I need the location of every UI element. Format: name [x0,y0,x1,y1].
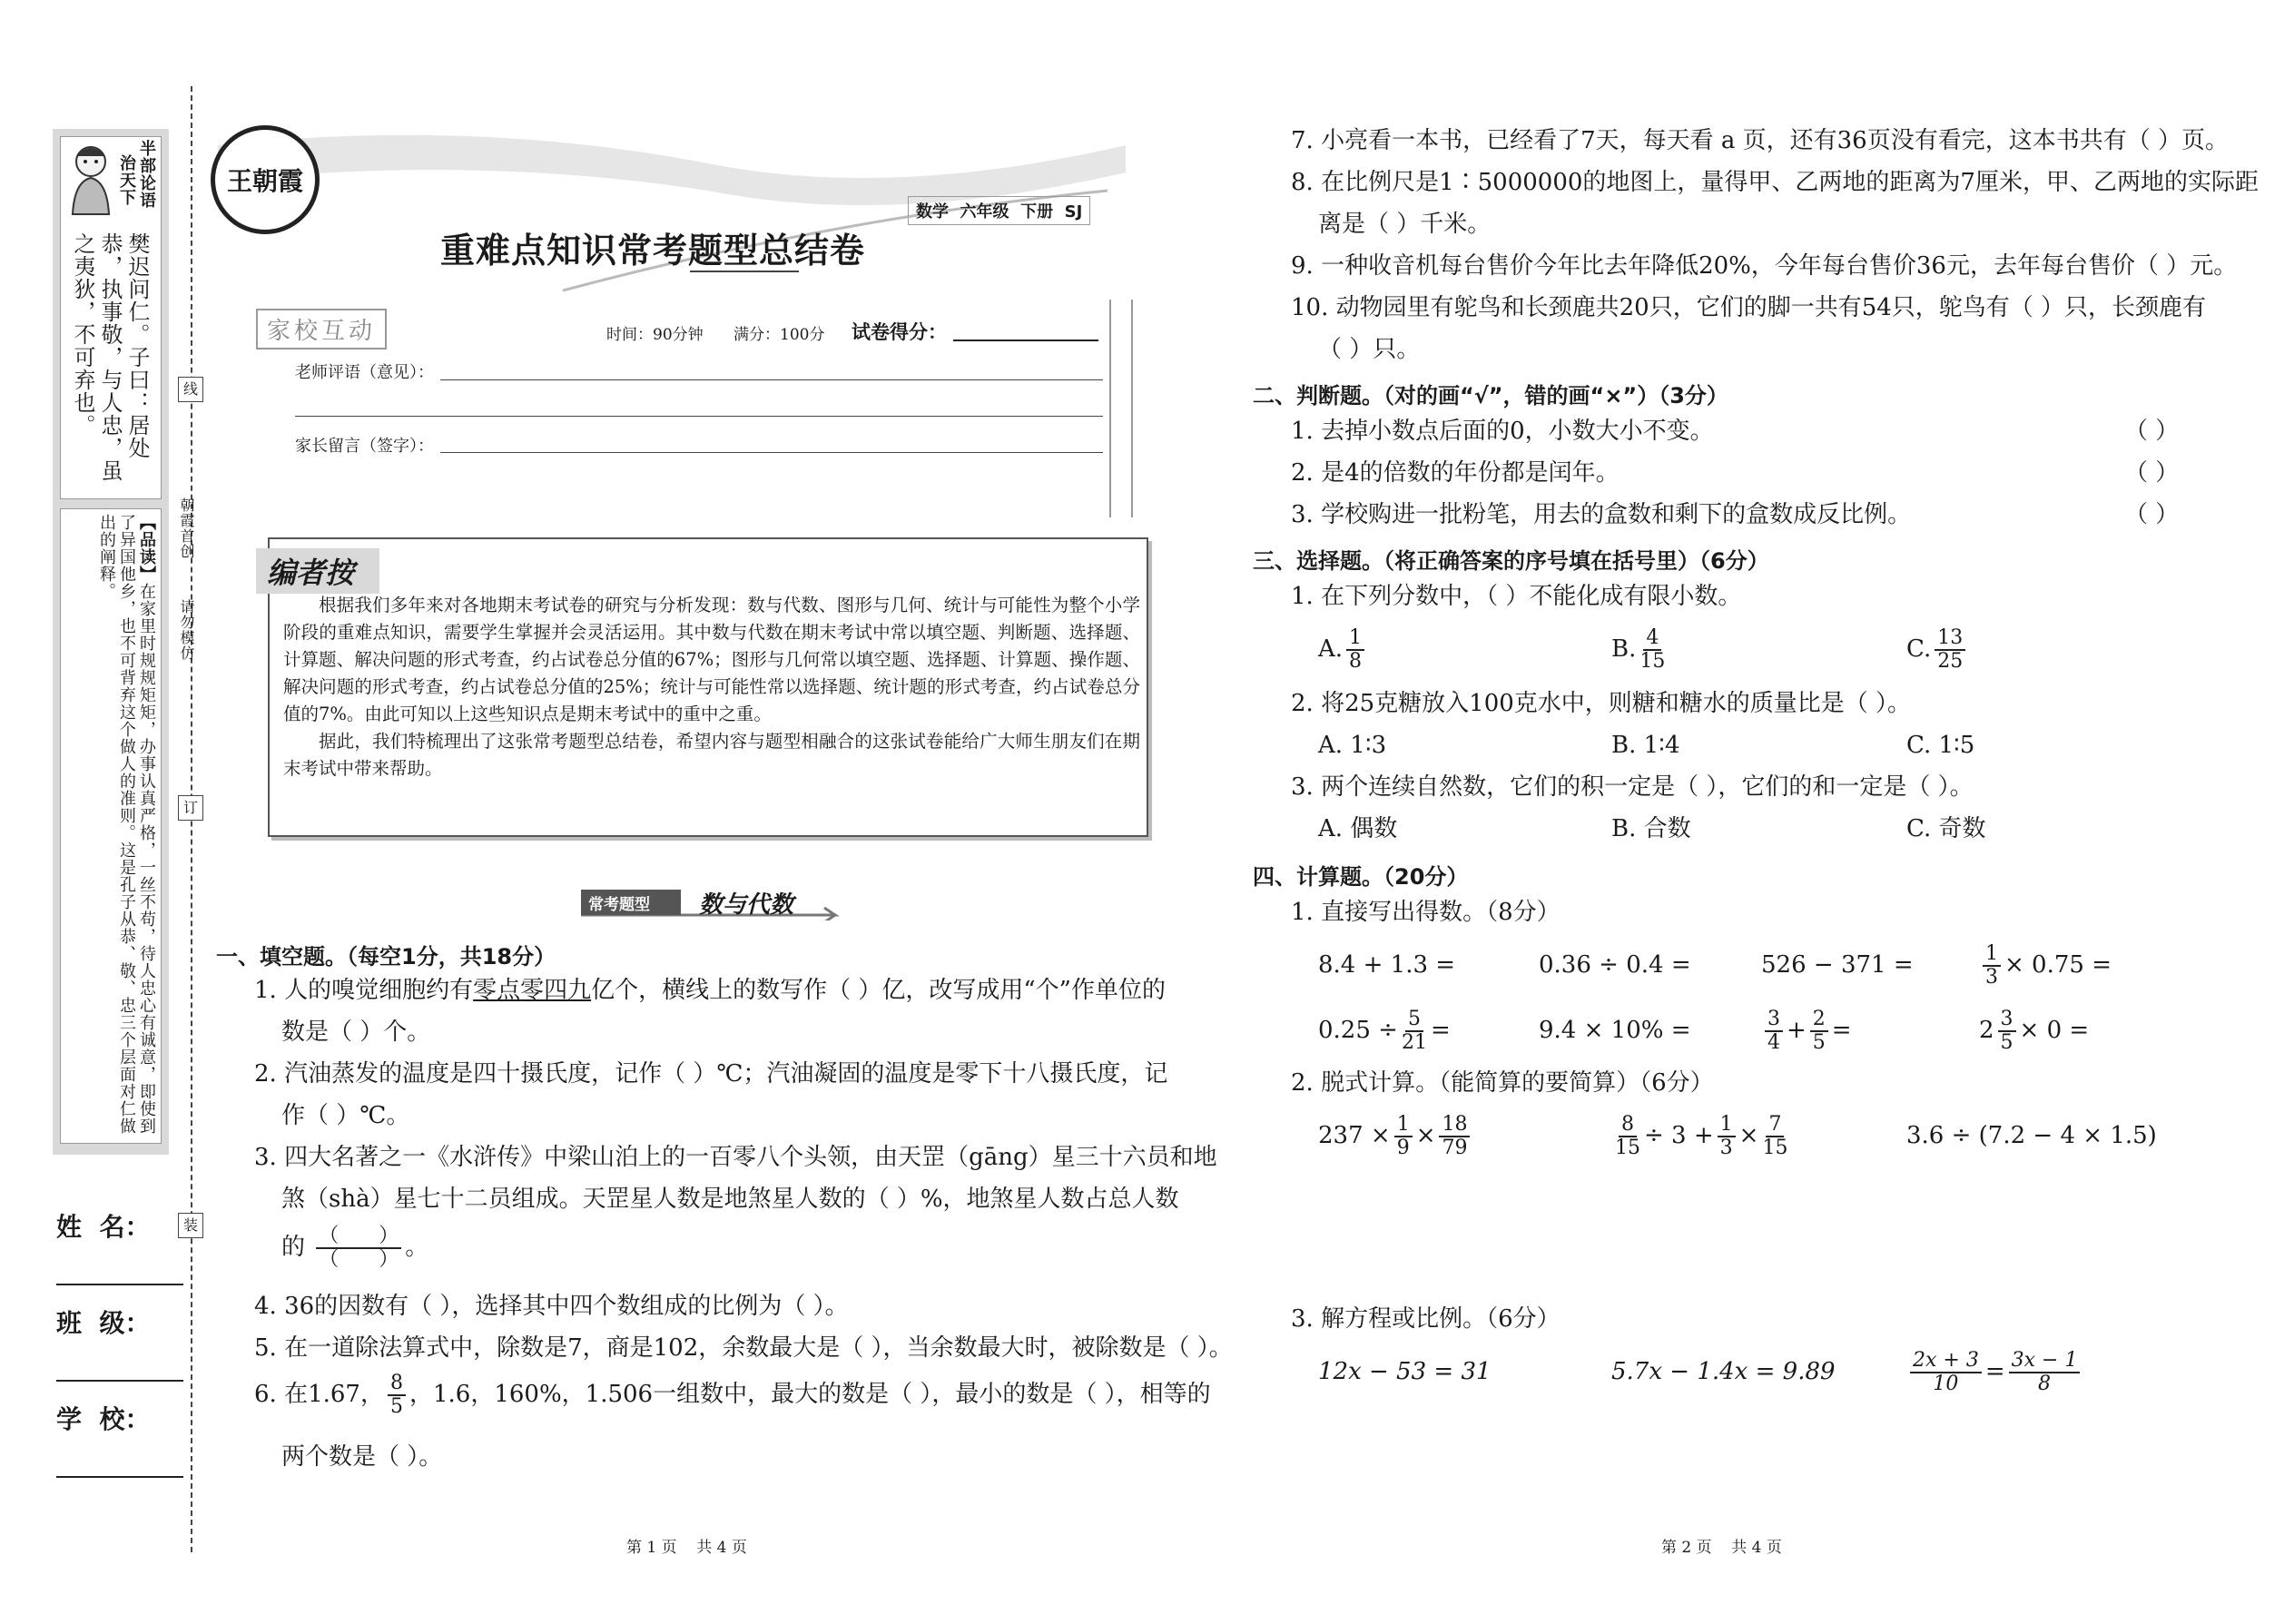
section-1-heading: 一、填空题。（每空1分，共18分） [216,944,556,969]
calc-r2-a [1318,1006,1451,1055]
calc-r2-a-tail: = [1430,1017,1451,1044]
calc-r2-a-den: 21 [1401,1031,1427,1054]
calc-part-1: 1. 直接写出得数。（8分） [1291,899,1561,926]
time-label: 时间：90分钟 [606,326,704,344]
calc-r2-a-head: 0.25 ÷ [1318,1017,1398,1044]
calc-e1: 12x − 53 = 31 [1318,1358,1492,1385]
fill-q3-line1: 3. 四大名著之一《水浒传》中梁山泊上的一百零八个头领，由天罡（gāng）星三十六员和地 [254,1144,1217,1171]
fill-q7: 7. 小亮看一本书，已经看了7天，每天看 a 页，还有36页没有看完，这本书共有（ ）页。 [1291,127,2229,154]
parent-comment-field[interactable] [440,452,1103,453]
score-field[interactable] [953,340,1098,341]
calc-t3: 3.6 ÷ (7.2 − 4 × 1.5) [1906,1122,2157,1149]
parent-label: 家长留言（签字）： [295,437,434,456]
section-4-heading: 四、计算题。（20分） [1253,864,1469,890]
option-a-num: 1 [1346,627,1364,651]
calc-t2-num3: 7 [1766,1114,1784,1137]
judge-answer-1[interactable]: （ ） [2124,418,2180,445]
school-label: 学 校： [56,1404,151,1434]
calc-r2-d [1979,1006,2089,1055]
fill-q6-line1 [254,1373,1211,1418]
calc-t2-den3: 15 [1762,1137,1788,1159]
calc-part-2: 2. 脱式计算。（能简算的要简算）（6分） [1291,1069,1714,1097]
choice-q1-option-c[interactable] [1906,626,1969,673]
title-dots [690,271,799,281]
name-label: 姓 名： [56,1212,151,1242]
calc-r2-d-num: 3 [1998,1009,2016,1032]
calc-r2-a-frac [1402,1009,1427,1054]
calc-t1-num1: 1 [1394,1114,1413,1137]
pindu-label: 【品读】 [137,514,156,583]
pindu-text [65,514,156,1140]
topic-banner [581,888,853,920]
option-a-den: 8 [1349,650,1363,673]
fill-q2-line2: 作（ ）℃。 [281,1102,410,1129]
calc-t2-den1: 15 [1615,1137,1640,1159]
calc-t2-num2: 1 [1718,1114,1736,1137]
calc-t1-frac2 [1439,1114,1470,1159]
editor-note-p1: 根据我们多年来对各地期末考试卷的研究与分析发现：数与代数、图形与几何、统计与可能性为整个小学阶段的重难点知识，需要学生掌握并会灵活运用。其中数与代数在期末考试中常以填空题、判断题、选择题、计算题、解决问题的形式考查，约占试卷总分值的67%；图形与几何常以填空题、选择题、计算题、操作题、解决问题的形式考查，约占试卷总分值的25%；统计与可能性常以选择题、统计题的形式考查，约占试卷总分值的7%。由此可知以上这些知识点是期末考试中的重中之重。 [283,595,1140,724]
calc-t1-frac1 [1394,1114,1413,1159]
fill-q3-d: 。 [405,1234,429,1261]
brand-logo [211,125,320,234]
topic-tag: 常考题型 [588,896,650,914]
choice-q2-option-c[interactable]: C. 1∶5 [1906,732,1975,759]
side-mark-1: 朝霞首创 [178,497,195,559]
jiaxiao-badge: 家校互动 [256,309,387,349]
option-b-label: B. [1611,635,1637,663]
calc-t2-frac3 [1762,1114,1787,1159]
fill-q1-line2: 数是（ ）个。 [281,1019,431,1046]
fill-q6-fraction [388,1373,406,1418]
calc-r2-d-whole: 2 [1979,1017,1994,1044]
calc-t2-frac2 [1718,1114,1736,1159]
fill-q5: 5. 在一道除法算式中，除数是7，商是102，余数最大是（ ），当余数最大时，被除数是（ ）。 [254,1334,1233,1362]
calc-r1-c: 526 − 371 = [1761,951,1914,979]
header-frame-right [1109,300,1133,517]
calc-e3-num2: 3x − 1 [2009,1350,2081,1373]
judge-answer-2[interactable]: （ ） [2124,459,2180,487]
calc-e3-den2: 8 [2038,1373,2052,1395]
calc-t2-mid: ÷ 3 + [1644,1122,1714,1149]
choice-q3-option-a[interactable]: A. 偶数 [1318,815,1398,842]
choice-q1-option-a[interactable] [1318,626,1368,673]
calc-e3 [1906,1347,2083,1396]
calc-e2: 5.7x − 1.4x = 9.89 [1611,1358,1836,1385]
fill-q10-line2: （ ）只。 [1318,336,1421,363]
calc-t2-num1: 8 [1619,1114,1637,1137]
series-label: 数学 六年级 下册 SJ [908,196,1090,225]
fill-q6-a: 6. 在1.67， [254,1381,384,1408]
calc-r1-d-frac [1983,943,2001,989]
calc-r2-d-den: 5 [2000,1031,2013,1054]
calc-t1 [1318,1111,1473,1160]
fill-q1-b: 亿个，横线上的数写作（ ）亿，改写成用“个”作单位的 [591,977,1166,1004]
calc-r1-a: 8.4 + 1.3 = [1318,951,1456,979]
calc-r1-b: 0.36 ÷ 0.4 = [1539,951,1691,979]
fill-q3-line2: 煞（shà）星七十二员组成。天罡星人数是地煞星人数的（ ）%，地煞星人数占总人数 [281,1186,1179,1213]
fill-q1-underlined: 零点零四九 [473,977,592,1004]
option-b-fraction [1639,627,1665,673]
section-2-heading: 二、判断题。（对的画“√”，错的画“×”）（3分） [1253,383,1728,408]
class-label: 班 级： [56,1308,151,1338]
calc-e3-den1: 10 [1933,1373,1959,1395]
quote-head-2: 治天下 [117,154,136,206]
fill-q8-line2: 离是（ ）千米。 [1318,211,1492,238]
option-c-fraction [1935,627,1965,673]
choice-q3-option-c[interactable]: C. 奇数 [1906,815,1986,842]
calc-r2-d-frac [1998,1009,2016,1054]
calc-t1-den1: 9 [1396,1137,1410,1159]
brand-name: 王朝霞 [226,166,303,196]
choice-q3: 3. 两个连续自然数，它们的积一定是（ ），它们的和一定是（ ）。 [1291,773,1974,801]
calc-r2-d-tail: × 0 = [2019,1017,2090,1044]
footer-left: 第 1 页 共 4 页 [626,1539,747,1557]
calc-t2-den2: 3 [1719,1137,1733,1159]
calc-t2 [1611,1111,1791,1160]
page-title: 重难点知识常考题型总结卷 [440,230,866,271]
calc-e3-frac2 [2009,1350,2081,1395]
option-c-num: 13 [1935,627,1965,651]
confucius-icon [62,138,120,216]
judge-item-2: 2. 是4的倍数的年份都是闰年。 [1291,459,1620,487]
editor-note-title: 编者按 [256,548,379,594]
calc-t2-op: × [1738,1122,1759,1149]
calc-t1-op: × [1415,1122,1436,1149]
calc-t2-frac1 [1615,1114,1640,1159]
choice-q2-option-a[interactable]: A. 1∶3 [1318,732,1387,759]
side-mark-2: 请勿模仿 [178,599,195,661]
option-a-label: A. [1318,635,1344,663]
calc-r1-d-den: 3 [1985,966,1998,989]
judge-item-3: 3. 学校购进一批粉笔，用去的盒数和剩下的盒数成反比例。 [1291,501,1912,528]
fill-q6-den: 5 [389,1395,403,1418]
footer-right: 第 2 页 共 4 页 [1661,1539,1782,1557]
pindu-body: 在家里时规规矩矩，办事认真严格，一丝不苟，待人忠心有诚意，即使到了异国他乡，也不可背弃这个做人的准则。这是孔子从恭、敬、忠三个层面对仁做出的阐释。 [97,514,156,1135]
editor-note-text [283,592,1140,782]
teacher-comment-line-2 [295,416,1103,417]
section-3-heading: 三、选择题。（将正确答案的序号填在括号里）（6分） [1253,548,1769,574]
choice-q1-option-b[interactable] [1611,626,1669,673]
option-c-den: 25 [1937,650,1964,673]
calc-t1-head: 237 × [1318,1122,1391,1149]
option-c-label: C. [1906,635,1932,663]
teacher-comment-field[interactable] [440,379,1103,380]
calc-r1-d-tail: × 0.75 = [2004,951,2112,979]
topic-name: 数与代数 [699,891,794,919]
cut-mark-2: 订 [178,795,203,821]
judge-answer-3[interactable]: （ ） [2124,501,2180,528]
judge-item-1: 1. 去掉小数点后面的0，小数大小不变。 [1291,418,1714,445]
option-a-fraction [1346,627,1364,673]
school-field[interactable] [56,1400,183,1478]
option-b-den: 15 [1639,650,1666,673]
full-label: 满分：100分 [733,326,825,344]
cut-mark-1: 线 [178,377,203,402]
fill-q3-line3 [281,1225,428,1271]
calc-e3-eq: = [1984,1358,2005,1385]
quote-text: 樊迟问仁。子曰：居处恭，执事敬，与人忠，虽之夷狄，不可弃也。 [70,232,150,482]
calc-t1-num2: 18 [1439,1114,1470,1137]
fill-q3-fraction-blank[interactable]: $\frac{( )}{( )}$ [316,1225,401,1271]
fill-q3-c: 的 [281,1234,306,1261]
calc-r1-d-num: 1 [1983,943,2001,967]
calc-t1-den2: 79 [1442,1137,1468,1159]
fill-q8-line1: 8. 在比例尺是1∶5000000的地图上，量得甲、乙两地的距离为7厘米，甲、乙两地的实际距 [1291,169,2259,196]
choice-q2: 2. 将25克糖放入100克水中，则糖和糖水的质量比是（ ）。 [1291,690,1912,717]
calc-r2-c-den1: 4 [1767,1031,1780,1054]
choice-q3-option-b[interactable]: B. 合数 [1611,815,1691,842]
fill-q2-line1: 2. 汽油蒸发的温度是四十摄氏度，记作（ ）℃；汽油凝固的温度是零下十八摄氏度，记 [254,1060,1168,1088]
option-b-num: 4 [1643,627,1661,651]
calc-r1-d [1979,940,2112,989]
editor-note-p2: 据此，我们特梳理出了这张常考题型总结卷，希望内容与题型相融合的这张试卷能给广大师生朋友们在期末考试中带来帮助。 [283,731,1140,779]
calc-r2-c-tail: = [1831,1017,1852,1044]
quote-head-1: 半部论语 [137,140,156,209]
fill-q9: 9. 一种收音机每台售价今年比去年降低20%，今年每台售价36元，去年每台售价（ ）元。 [1291,252,2238,280]
calc-r2-c-num2: 2 [1810,1009,1828,1032]
fill-q4: 4. 36的因数有（ ），选择其中四个数组成的比例为（ ）。 [254,1293,849,1320]
choice-q1: 1. 在下列分数中，（ ）不能化成有限小数。 [1291,583,1742,610]
calc-r2-c-den2: 5 [1812,1031,1826,1054]
score-label: 试卷得分： [852,321,947,343]
fill-q6-num: 8 [388,1373,406,1396]
calc-r2-a-num: 5 [1405,1009,1423,1032]
calc-part-3: 3. 解方程或比例。（6分） [1291,1305,1561,1333]
fill-q6-b: ，1.6，160%，1.506一组数中，最大的数是（ ），最小的数是（ ），相等的 [409,1381,1211,1408]
calc-r2-c-frac2 [1810,1009,1828,1054]
calc-r2-c [1761,1006,1852,1055]
fill-q10-line1: 10. 动物园里有鸵鸟和长颈鹿共20只，它们的脚一共有54只，鸵鸟有（ ）只，长颈鹿有 [1291,294,2207,321]
calc-r2-c-frac1 [1765,1009,1783,1054]
calc-e3-num1: 2x + 3 [1910,1350,1982,1373]
calc-r2-c-op: + [1787,1017,1807,1044]
fill-q6-line2: 两个数是（ ）。 [281,1443,443,1471]
teacher-label: 老师评语（意见）： [295,363,434,382]
calc-r2-b: 9.4 × 10% = [1539,1017,1691,1044]
fill-q1-line1 [254,977,1166,1004]
choice-q2-option-b[interactable]: B. 1∶4 [1611,732,1680,759]
calc-r2-c-num1: 3 [1765,1009,1783,1032]
name-field[interactable] [56,1207,183,1285]
fill-q1-a: 1. 人的嗅觉细胞约有 [254,977,474,1004]
calc-e3-frac1 [1910,1350,1982,1395]
cut-mark-3: 装 [178,1213,203,1238]
class-field[interactable] [56,1304,183,1382]
